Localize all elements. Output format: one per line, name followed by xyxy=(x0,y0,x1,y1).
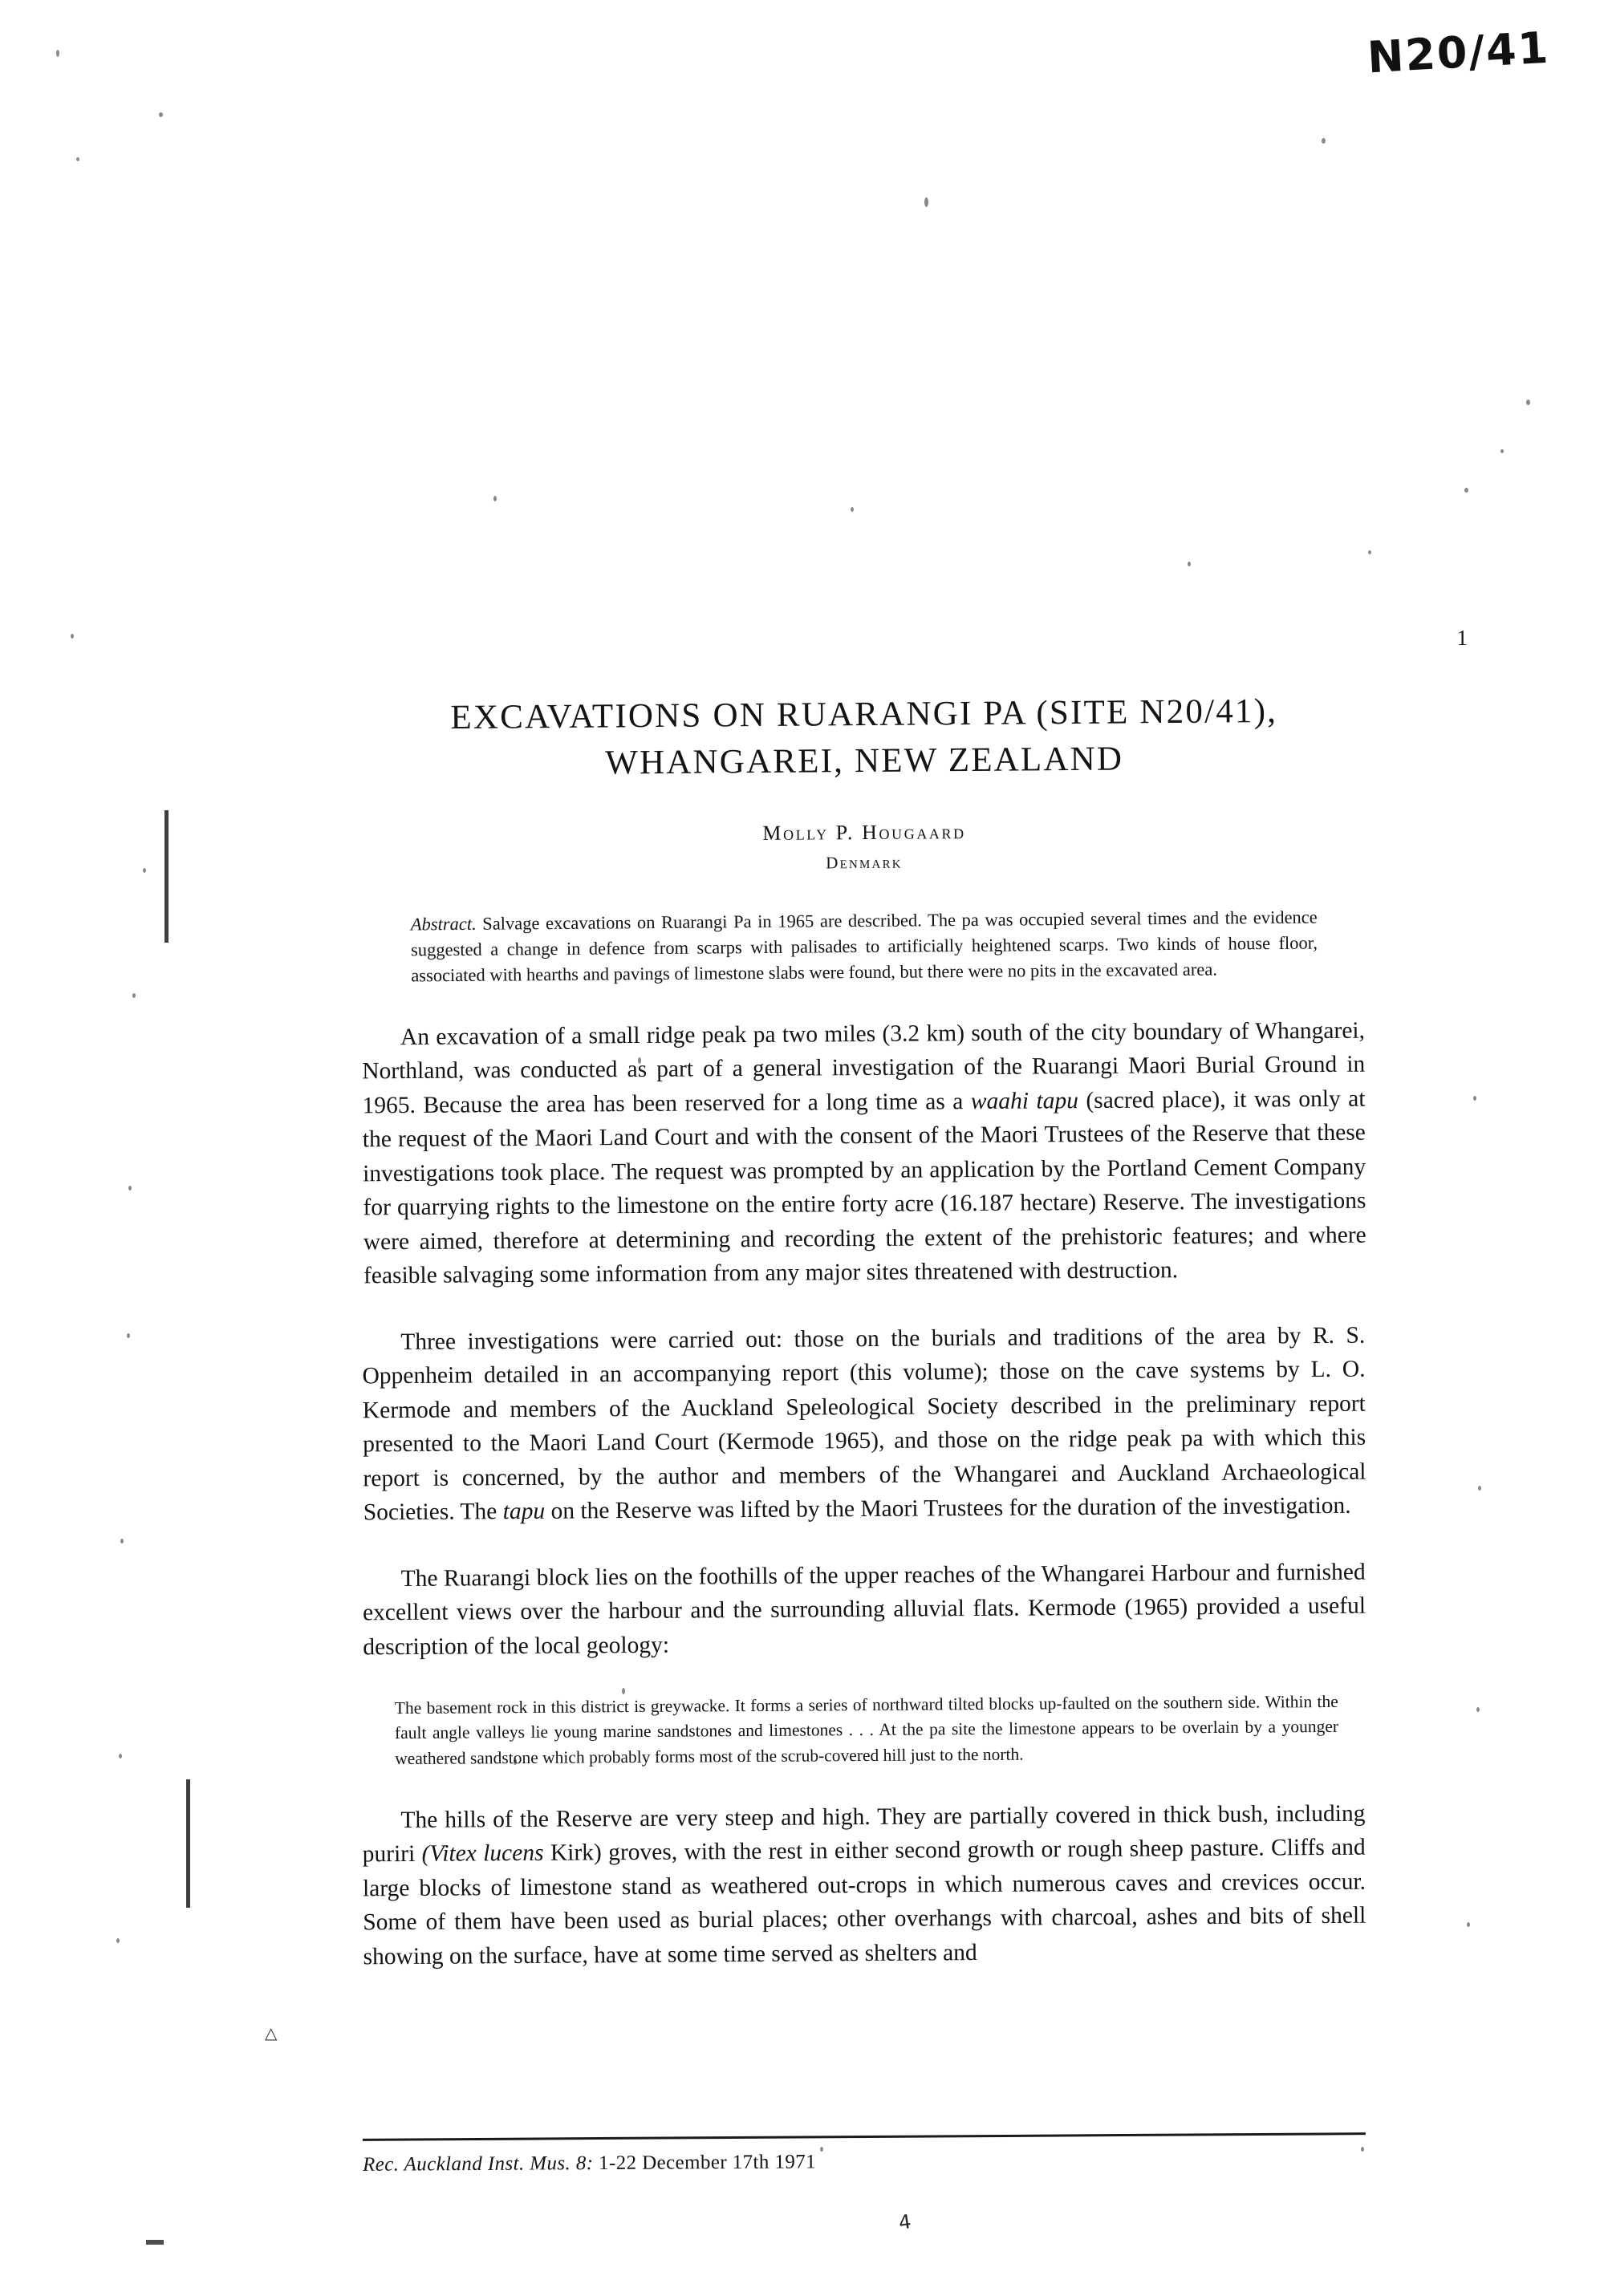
paragraph-2-segment-a: Three investigations were carried out: those on the burials and traditions of the area by R. S. Oppenheim detailed in an accompanying report (this volume); those on the cave systems by L. O. Kermode and members of the Auckland Speleological Society described in the preliminary report presented to the Maori Land Court (Kermode 1965), and those on the ridge peak pa with which this report is concerned, by the author and members of the Whangarei and Auckland Archaeological Societies. The xyxy=(362,1322,1366,1526)
scan-speck xyxy=(1526,400,1530,405)
scan-speck xyxy=(851,507,854,512)
title-line-1: EXCAVATIONS ON RUARANGI PA (SITE N20/41), xyxy=(450,692,1278,737)
scan-binding-streak xyxy=(186,1779,190,1908)
footer-divider-rule xyxy=(363,2132,1366,2141)
scan-binding-streak xyxy=(164,810,169,943)
page-title xyxy=(363,688,1366,788)
page-number: 1 xyxy=(1456,626,1468,650)
scan-artifact-mark: △ xyxy=(265,2025,278,2042)
paragraph-1-italic-term: waahi tapu xyxy=(970,1088,1079,1115)
scan-speck xyxy=(1473,1096,1476,1101)
scan-speck xyxy=(493,496,497,501)
scan-speck xyxy=(924,197,928,207)
scan-speck xyxy=(1188,562,1191,566)
paragraph-2-segment-b: on the Reserve was lifted by the Maori Trustees for the duration of the investigation. xyxy=(545,1492,1351,1524)
scan-speck xyxy=(120,1539,124,1544)
paragraph-1-segment-a: An excavation of a small ridge peak pa two miles (3.2 km) south of the city boundary of Whangarei, Northland, was conducted as part of a general investigation of the Ruarangi Maori Burial Ground in 1965. Because the area has been reserved for a long time as a xyxy=(362,1017,1366,1119)
footer-pages-date: 1-22 December 17th 1971 xyxy=(593,2151,817,2175)
scan-speck xyxy=(1368,550,1371,554)
paragraph-1-segment-b: (sacred place), it was only at the request of the Maori Land Court and with the consent of the Maori Trustees of the Reserve that these investigations took place. The request was prompted by an application by the Portland Cement Company for quarrying rights to the limestone on the entire forty acre (16.187 hectare) Reserve. The investigations were aimed, therefore at determining and recording the extent of the prehistoric features; and where feasible salvaging some information from any major sites threatened with destruction. xyxy=(362,1085,1366,1289)
paragraph-4-segment-b: Kirk) groves, with the rest in either second growth or rough sheep pasture. Cliffs and large blocks of limestone stand as weathered out-crops in which numerous caves and crevices occur. Some of them have been used as burial places; other overhangs with charcoal, ashes and bits of shell showing on the surface, have at some time served as shelters and xyxy=(362,1835,1366,1970)
body-paragraph-2 xyxy=(362,1318,1366,1530)
body-paragraph-4 xyxy=(362,1797,1366,1974)
scan-speck xyxy=(1476,1707,1480,1712)
title-line-2: WHANGAREI, NEW ZEALAND xyxy=(605,740,1124,782)
scan-speck xyxy=(76,157,79,161)
scan-speck xyxy=(71,634,74,639)
footer-citation xyxy=(363,2148,1366,2176)
scan-speck xyxy=(1478,1486,1481,1491)
scan-speck xyxy=(132,993,136,998)
scan-speck xyxy=(119,1754,122,1759)
block-quote-geology: The basement rock in this district is greywacke. It forms a series of northward tilted blocks up-faulted on the southern side. Within the fault angle valleys lie young marine sandstones and limestones . . . At the pa site the limestone appears to be overlain by a younger weathered sandstone which probably forms most of the scrub-covered hill just to the north. xyxy=(394,1691,1339,1768)
paragraph-4-segment-a: The hills of the Reserve are very steep and high. They are partially covered in thick bush, including puriri xyxy=(362,1800,1366,1868)
handwritten-accession-annotation: N20/41 xyxy=(1366,22,1551,83)
abstract-block xyxy=(411,905,1318,989)
bottom-center-scan-mark: 4 xyxy=(897,2210,913,2234)
scan-speck xyxy=(127,1333,130,1338)
body-paragraph-1 xyxy=(362,1014,1366,1293)
scan-speck xyxy=(1322,138,1326,144)
scan-speck xyxy=(1500,449,1504,453)
scan-speck xyxy=(1464,488,1468,493)
scan-speck xyxy=(56,50,59,57)
paragraph-4-species-name: (Vitex lucens xyxy=(421,1840,544,1868)
scan-speck xyxy=(128,1186,132,1191)
article-text-column xyxy=(363,692,1366,1970)
abstract-lead-label: Abstract. xyxy=(410,914,477,935)
scan-speck xyxy=(159,112,163,117)
scan-speck xyxy=(1467,1922,1470,1927)
footer-citation-block xyxy=(363,2132,1366,2176)
author-affiliation: Denmark xyxy=(826,852,903,873)
bottom-left-edge-mark xyxy=(146,2240,164,2245)
paragraph-2-italic-term: tapu xyxy=(502,1498,546,1525)
scan-speck xyxy=(143,868,146,873)
abstract-text: Salvage excavations on Ruarangi Pa in 1965 are described. The pa was occupied several times and the evidence suggested a change in defence from scarps with palisades to artificially heightened scarps. Two kinds of house floor, associated with hearths and pavings of limestone slabs were found, but there were no pits in the excavated area. xyxy=(410,907,1318,986)
body-paragraph-3: The Ruarangi block lies on the foothills of the upper reaches of the Whangarei Harbour and furnished excellent views over the harbour and the surrounding alluvial flats. Kermode (1965) provided a useful description of the local geology: xyxy=(362,1559,1366,1660)
footer-journal-title: Rec. Auckland Inst. Mus. 8: xyxy=(362,2152,594,2176)
author-name: Molly P. Hougaard xyxy=(762,820,966,846)
scan-speck xyxy=(116,1938,120,1943)
